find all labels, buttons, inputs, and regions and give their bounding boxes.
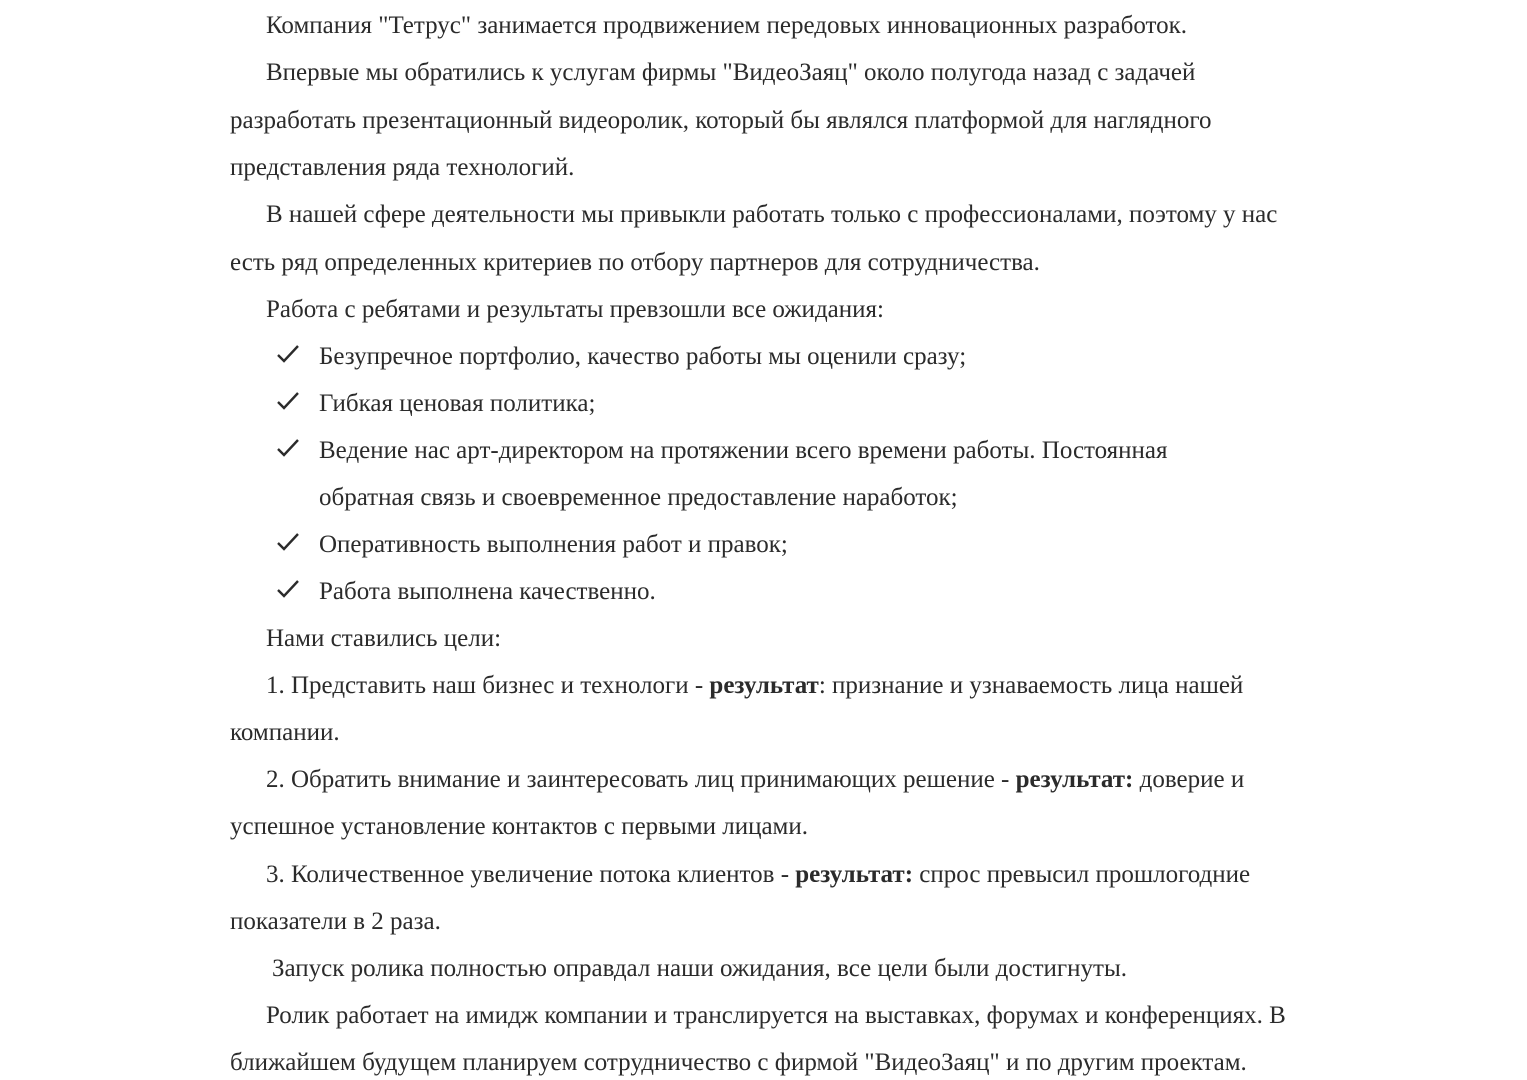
checklist-item-art-director-line-2: обратная связь и своевременное предоставление наработок;	[319, 484, 958, 511]
goal-3-line-2: показатели в 2 раза.	[230, 908, 441, 935]
paragraph-intro: Компания "Тетрус" занимается продвижением передовых инновационных разработок.	[266, 12, 1188, 39]
goal-1-result-text: : признание и узнаваемость лица нашей	[818, 672, 1244, 699]
paragraph-launch: Запуск ролика полностью оправдал наши ожидания, все цели были достигнуты.	[272, 955, 1128, 982]
paragraph-expectations: Работа с ребятами и результаты превзошли все ожидания:	[266, 296, 884, 323]
goal-2-result-text: доверие и	[1133, 766, 1245, 793]
goal-2-text: 2. Обратить внимание и заинтересовать лиц принимающих решение -	[266, 766, 1016, 793]
checkmark-icon	[276, 343, 300, 367]
goal-1-line-2: компании.	[230, 719, 340, 746]
checkmark-icon	[276, 531, 300, 555]
checklist-item-art-director-line-1: Ведение нас арт-директором на протяжении всего времени работы. Постоянная	[319, 437, 1168, 464]
goal-2-line-1	[266, 765, 1244, 795]
goal-3-line-1	[266, 860, 1250, 890]
paragraph-first-contact-line-2: разработать презентационный видеоролик, который бы являлся платформой для наглядного	[230, 107, 1212, 134]
goal-2-line-2: успешное установление контактов с первыми лицами.	[230, 813, 809, 840]
paragraph-closing-line-2: ближайшем будущем планируем сотрудничество с фирмой "ВидеоЗаяц" и по другим проектам.	[230, 1049, 1247, 1076]
checkmark-icon	[276, 437, 300, 461]
goal-3-result-text: спрос превысил прошлогодние	[913, 861, 1251, 888]
goal-3-text: 3. Количественное увеличение потока клиентов -	[266, 861, 796, 888]
paragraph-closing-line-1: Ролик работает на имидж компании и транслируется на выставках, форумах и конференциях. В	[266, 1002, 1286, 1029]
checklist-item-quality: Работа выполнена качественно.	[319, 578, 656, 605]
paragraph-criteria-line-1: В нашей сфере деятельности мы привыкли работать только с профессионалами, поэтому у нас	[266, 201, 1278, 228]
paragraph-criteria-line-2: есть ряд определенных критериев по отбору партнеров для сотрудничества.	[230, 249, 1040, 276]
goal-1-text: 1. Представить наш бизнес и технологи -	[266, 672, 710, 699]
checklist-item-portfolio: Безупречное портфолио, качество работы мы оценили сразу;	[319, 343, 967, 370]
goal-3-result-label: результат:	[795, 861, 914, 888]
goal-1-result-label: результат	[709, 672, 819, 699]
goals-heading: Нами ставились цели:	[266, 625, 502, 652]
checklist-item-pricing: Гибкая ценовая политика;	[319, 390, 596, 417]
checkmark-icon	[276, 578, 300, 602]
paragraph-first-contact-line-3: представления ряда технологий.	[230, 154, 575, 181]
checklist-item-speed: Оперативность выполнения работ и правок;	[319, 531, 788, 558]
paragraph-first-contact-line-1: Впервые мы обратились к услугам фирмы "ВидеоЗаяц" около полугода назад с задачей	[266, 59, 1196, 86]
goal-2-result-label: результат:	[1015, 766, 1134, 793]
checkmark-icon	[276, 390, 300, 414]
goal-1-line-1	[266, 671, 1243, 701]
